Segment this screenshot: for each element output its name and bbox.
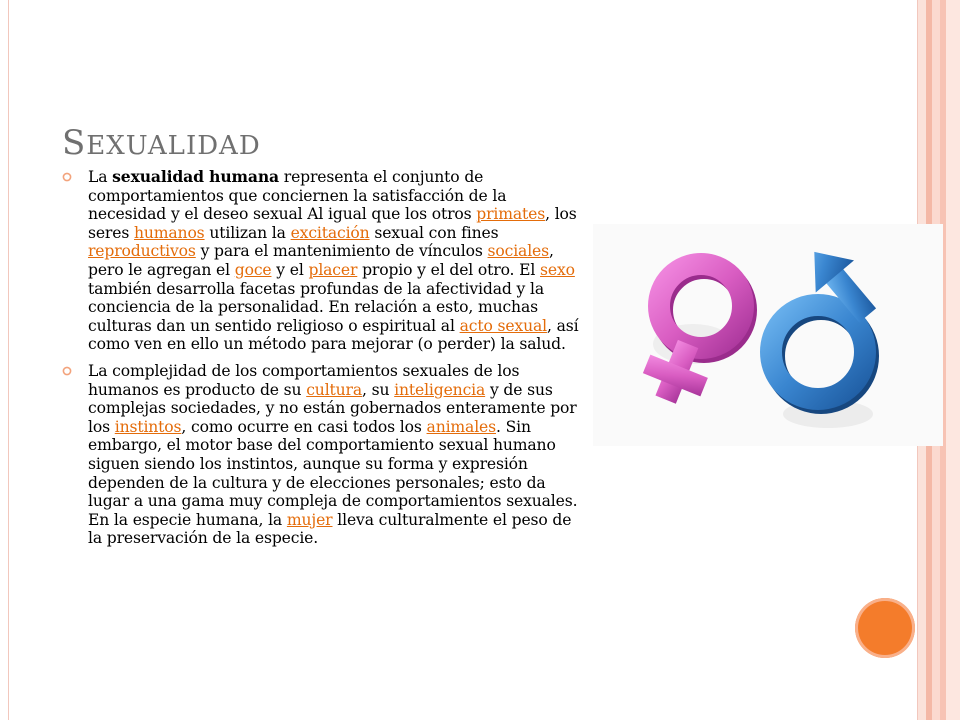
slide-title — [62, 123, 261, 163]
inline-link[interactable]: mujer — [286, 510, 333, 529]
inline-link[interactable]: goce — [234, 260, 272, 279]
inline-link[interactable]: cultura — [306, 380, 362, 399]
text-run: y para el mantenimiento de vínculos — [195, 242, 488, 261]
bullet-circle-icon — [62, 366, 72, 376]
text-run: también desarrolla facetas profundas de la afectividad y la conciencia de la personalidad. En relación a esto, muchas culturas dan un sentido religioso o espiritual al — [88, 279, 544, 335]
female-symbol-icon — [637, 264, 746, 411]
title-initial: S — [62, 122, 87, 163]
inline-link[interactable]: humanos — [133, 223, 205, 242]
text-run: utilizan la — [204, 223, 291, 242]
text-run: y el — [271, 260, 309, 279]
text-run: , su — [362, 380, 395, 399]
gender-symbols-svg — [593, 224, 943, 446]
bullet-circle-icon — [62, 172, 72, 182]
text-run: propio y el del otro. El — [357, 260, 541, 279]
inline-link[interactable]: primates — [476, 205, 546, 224]
text-run: y de sus complejas sociedades, y no están gobernados enteramente por los — [88, 380, 577, 436]
bullet-text — [88, 168, 582, 354]
bullet-text — [88, 362, 582, 548]
inline-link[interactable]: sociales — [487, 242, 549, 261]
text-run: La complejidad de los comportamientos sexuales de los humanos es producto de su — [88, 361, 520, 399]
bold-term: sexualidad humana — [112, 167, 279, 186]
text-run: . Sin embargo, el motor base del comportamiento sexual humano siguen siendo los instintos, aunque su forma y expresión dependen de la cultura y de elecciones personales; esto da lugar a una gama muy compleja de comportamientos sexuales. En la especie humana, la — [88, 417, 578, 529]
bullet-item — [62, 362, 582, 548]
text-run: sexual con fines — [369, 223, 499, 242]
text-run: representa el conjunto de comportamientos que conciernen la satisfacción de la necesidad y el deseo sexual Al igual que los otros — [88, 168, 507, 224]
gender-symbols-image — [593, 224, 943, 446]
inline-link[interactable]: sexo — [540, 260, 575, 279]
text-run: lleva culturalmente el peso de la preservación de la especie. — [88, 510, 572, 548]
bullet-item — [62, 168, 582, 354]
text-run: , así como ven en ello un método para mejorar (o perder) la salud. — [88, 316, 579, 354]
inline-link[interactable]: acto sexual — [459, 316, 547, 335]
inline-link[interactable]: excitación — [290, 223, 370, 242]
text-run: La — [88, 168, 113, 186]
bullet-list — [62, 168, 582, 556]
inline-link[interactable]: animales — [426, 417, 496, 436]
text-run: , los seres — [88, 205, 577, 242]
inline-link[interactable]: placer — [308, 260, 358, 279]
text-run: , pero le agregan el — [88, 242, 554, 279]
inline-link[interactable]: instintos — [114, 417, 182, 436]
male-symbol-icon — [771, 236, 887, 428]
text-run: , como ocurre en casi todos los — [181, 417, 427, 436]
inline-link[interactable]: inteligencia — [394, 380, 486, 399]
title-rest: EXUALIDAD — [86, 130, 261, 161]
decorative-orange-circle — [855, 598, 915, 658]
inline-link[interactable]: reproductivos — [88, 242, 196, 261]
